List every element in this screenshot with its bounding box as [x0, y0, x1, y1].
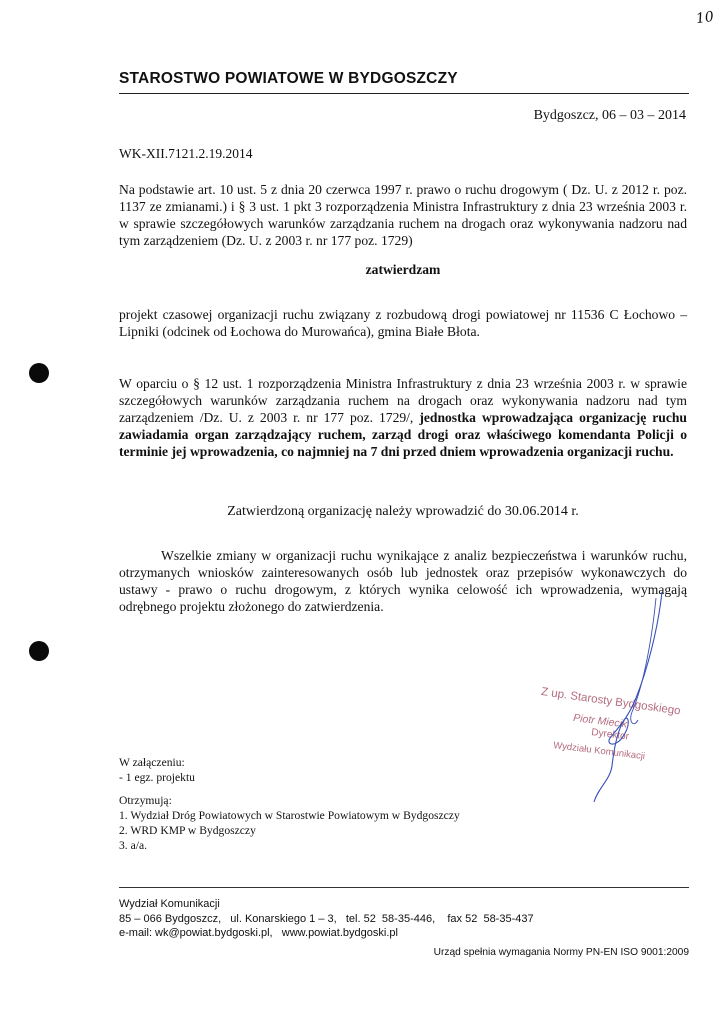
recipients-title: Otrzymują:: [119, 794, 172, 807]
page-number: 10: [694, 8, 715, 28]
header-divider: [119, 93, 689, 94]
place-date: Bydgoszcz, 06 – 03 – 2014: [533, 108, 686, 123]
attachment-item: - 1 egz. projektu: [119, 771, 195, 784]
stamp-line-name: Piotr Miecik: [572, 712, 628, 731]
attachments-block: [119, 755, 195, 785]
attachments-title: W załączeniu:: [119, 756, 185, 769]
notice-paragraph: [119, 375, 687, 460]
recipient-item: 2. WRD KMP w Bydgoszczy: [119, 824, 256, 837]
footer-email-web: e-mail: wk@powiat.bydgoski.pl, www.powiat.bydgoski.pl: [119, 927, 398, 939]
project-description-text: projekt czasowej organizacji ruchu związany z rozbudową drogi powiatowej nr 11536 C Łochowo – Lipniki (odcinek od Łochowa do Murowańca), gmina Białe Błota.: [119, 307, 687, 339]
footer-department: Wydział Komunikacji: [119, 898, 220, 910]
iso-certification-note: Urząd spełnia wymagania Normy PN-EN ISO 9001:2009: [433, 947, 689, 958]
handwritten-signature: [588, 588, 668, 808]
reference-number: WK-XII.7121.2.19.2014: [119, 146, 253, 161]
footer-contact: [119, 897, 534, 941]
stamp-line-position: Dyrektor: [590, 727, 630, 743]
notice-bold-text: jednostka wprowadzająca organizację ruchu zawiadamia organ zarządzający ruchem, zarząd drogi oraz właściwego komendanta Policji o terminie jej wprowadzenia, co najmniej na 7 dni przed dniem wprowadzenia organizacji ruchu.: [119, 410, 687, 459]
recipient-item: 3. a/a.: [119, 839, 148, 852]
footer-address: 85 – 066 Bydgoszcz, ul. Konarskiego 1 – 3, tel. 52 58-35-446, fax 52 58-35-437: [119, 912, 534, 925]
notice-intro-text: W oparciu o § 12 ust. 1 rozporządzenia Ministra Infrastruktury z dnia 23 września 2003 r. w sprawie szczegółowych warunków zarządzania ruchem na drogach oraz wykonywania nadzoru nad tym zarządzeniem /Dz. U. z 2003 r. nr 177 poz. 1729/,: [119, 376, 687, 425]
stamp-line-department: Wydziału Komunikacji: [552, 740, 646, 763]
footer-divider: [119, 887, 689, 888]
changes-text: Wszelkie zmiany w organizacji ruchu wynikające z analiz bezpieczeństwa i warunków ruchu, otrzymanych wniosków zainteresowanych osób lub jednostek oraz przepisów wykonawczych do ustawy - prawo o ruchu drogowym, z których wynika celowość ich wprowadzenia, wymagają odrębnego projektu złożonego do zatwierdzenia.: [119, 548, 687, 614]
legal-basis-text: Na podstawie art. 10 ust. 5 z dnia 20 czerwca 1997 r. prawo o ruchu drogowym ( Dz. U. z 2012 r. poz. 1137 ze zmianami.) i § 3 ust. 1 pkt 3 rozporządzenia Ministra Infrastruktury z dnia 23 września 2003 r. w sprawie szczegółowych warunków zarządzania ruchem na drogach oraz wykonywania nadzoru nad tym zarządzeniem (Dz. U. z 2003 r. nr 177 poz. 1729): [119, 182, 687, 248]
approval-heading: zatwierdzam: [365, 262, 441, 277]
legal-basis-paragraph: [119, 181, 687, 249]
stamp-line-authority: Z up. Starosty Bydgoskiego: [540, 686, 682, 718]
recipients-block: [119, 793, 460, 853]
punch-hole-top: [29, 363, 49, 383]
punch-hole-bottom: [29, 641, 49, 661]
project-description-paragraph: [119, 306, 687, 340]
recipient-item: 1. Wydział Dróg Powiatowych w Starostwie Powiatowym w Bydgoszczy: [119, 809, 460, 822]
header-title: STAROSTWO POWIATOWE W BYDGOSZCZY: [119, 70, 458, 87]
deadline-text: Zatwierdzoną organizację należy wprowadzić do 30.06.2014 r.: [227, 504, 579, 519]
